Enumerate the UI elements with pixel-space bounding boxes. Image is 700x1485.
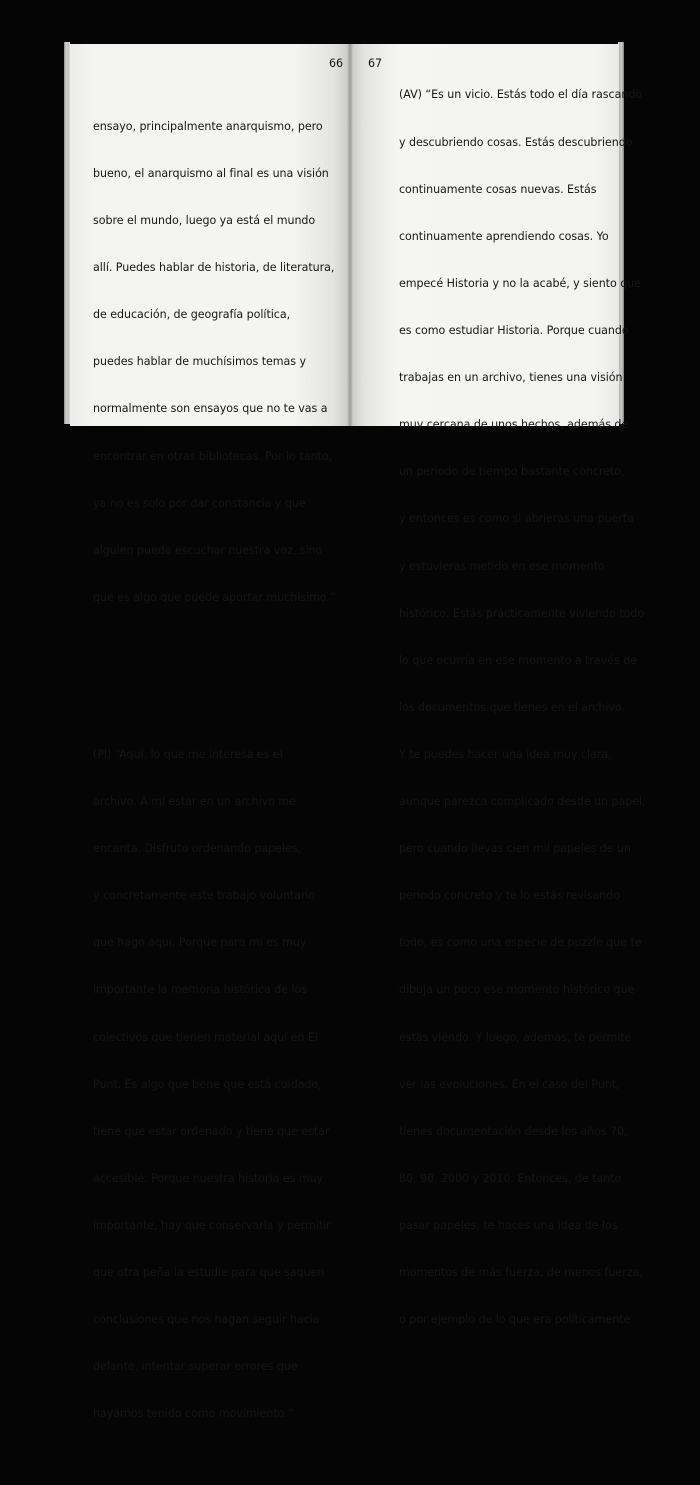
text-line: ya no es solo por dar constancia y que <box>93 496 306 510</box>
open-book <box>64 40 646 1421</box>
text-line: pasar papeles, te haces una idea de los <box>399 1219 618 1233</box>
text-line: encontrar en otras bibliotecas. Por lo tanto, <box>93 449 332 463</box>
text-line: todo, es como una especie de puzzle que te <box>399 936 642 950</box>
text-line: puedes hablar de muchísimos temas y <box>93 355 307 369</box>
text-line: los documentos que tienes en el archivo. <box>399 700 625 714</box>
book-spine-shadow <box>347 44 353 426</box>
text-line: Y te puedes hacer una idea muy clara, <box>399 747 612 761</box>
text-line: archivo. A mí estar en un archivo me <box>93 795 296 809</box>
text-line: que otra peña la estudie para que saquen <box>93 1266 325 1280</box>
text-line: ver las evoluciones. En el caso del Punt, <box>399 1077 620 1091</box>
paragraph-2 <box>93 716 335 1454</box>
paragraph-gap <box>93 668 335 684</box>
text-line: continuamente aprendiendo cosas. Yo <box>399 229 609 243</box>
right-page-body <box>399 56 646 1359</box>
text-line: y estuvieras metido en ese momento <box>399 559 605 573</box>
text-line: que hago aquí. Porque para mí es muy <box>93 936 307 950</box>
text-line: histórico. Estás prácticamente viviendo todo <box>399 606 645 620</box>
text-line: alguien pueda escuchar nuestra voz, sino <box>93 543 323 557</box>
right-page <box>350 44 646 1327</box>
text-line: y descubriendo cosas. Estás descubriendo <box>399 135 633 149</box>
page-number-right: 67 <box>368 57 383 70</box>
text-line: trabajas en un archivo, tienes una visión <box>399 371 623 385</box>
text-line: (AV) “Es un vicio. Estás todo el día rascando <box>399 88 643 102</box>
text-line: periodo concreto y te lo estás revisando <box>399 889 620 903</box>
text-line: importante, hay que conservarla y permitir <box>93 1219 331 1233</box>
text-line: de educación, de geografía política, <box>93 308 291 322</box>
page-number-left: 66 <box>329 57 344 70</box>
text-line: es como estudiar Historia. Porque cuando <box>399 323 629 337</box>
text-line: 80, 90, 2000 y 2010. Entonces, de tanto <box>399 1171 622 1185</box>
text-line: hayamos tenido como movimiento.” <box>93 1407 294 1421</box>
text-line: delante, intentar superar errores que <box>93 1360 298 1374</box>
text-line: empecé Historia y no la acabé, y siento que <box>399 276 641 290</box>
text-line: dibuja un poco ese momento histórico que <box>399 983 635 997</box>
text-line: (PI) “Aquí, lo que me interesa es el <box>93 747 283 761</box>
text-line: o por ejemplo de lo que era políticamente <box>399 1313 631 1327</box>
text-line: continuamente cosas nuevas. Estás <box>399 182 597 196</box>
text-line: allí. Puedes hablar de historia, de literatura, <box>93 261 335 275</box>
text-line: tiene que estar ordenado y tiene que estar <box>93 1124 330 1138</box>
text-line: sobre el mundo, luego ya está el mundo <box>93 214 316 228</box>
text-line: encanta. Disfruto ordenando papeles, <box>93 842 301 856</box>
text-line: colectivos que tienen material aquí en El <box>93 1030 318 1044</box>
text-line: y concretamente este trabajo voluntario <box>93 889 316 903</box>
text-line: tienes documentación desde los años 70, <box>399 1124 628 1138</box>
text-line: accesible. Porque nuestra historia es muy <box>93 1171 323 1185</box>
text-line: Punt. Es algo que tiene que está cuidado, <box>93 1077 322 1091</box>
text-line: muy cercana de unos hechos, además de <box>399 418 629 432</box>
text-line: y entonces es como si abrieras una puerta <box>399 512 634 526</box>
text-line: lo que ocurría en ese momento a través de <box>399 653 637 667</box>
text-line: estás viendo. Y luego, además, te permite <box>399 1030 632 1044</box>
text-line: que es algo que puede aportar muchísimo.” <box>93 590 336 604</box>
text-line: importante la memoria histórica de los <box>93 983 308 997</box>
text-line: aunque parezca complicado desde un papel, <box>399 795 646 809</box>
text-line: momentos de más fuerza, de menos fuerza, <box>399 1266 643 1280</box>
text-line: un periodo de tiempo bastante concreto, <box>399 465 625 479</box>
text-line: normalmente son ensayos que no te vas a <box>93 402 328 416</box>
text-line: ensayo, principalmente anarquismo, pero <box>93 119 323 133</box>
text-line: conclusiones que nos hagan seguir hacia <box>93 1313 320 1327</box>
text-line: pero cuando llevas cien mil papeles de un <box>399 842 631 856</box>
left-page <box>70 44 350 1421</box>
text-line: bueno, el anarquismo al final es una visión <box>93 166 329 180</box>
paragraph-1 <box>93 87 335 637</box>
left-page-body <box>93 56 335 1485</box>
